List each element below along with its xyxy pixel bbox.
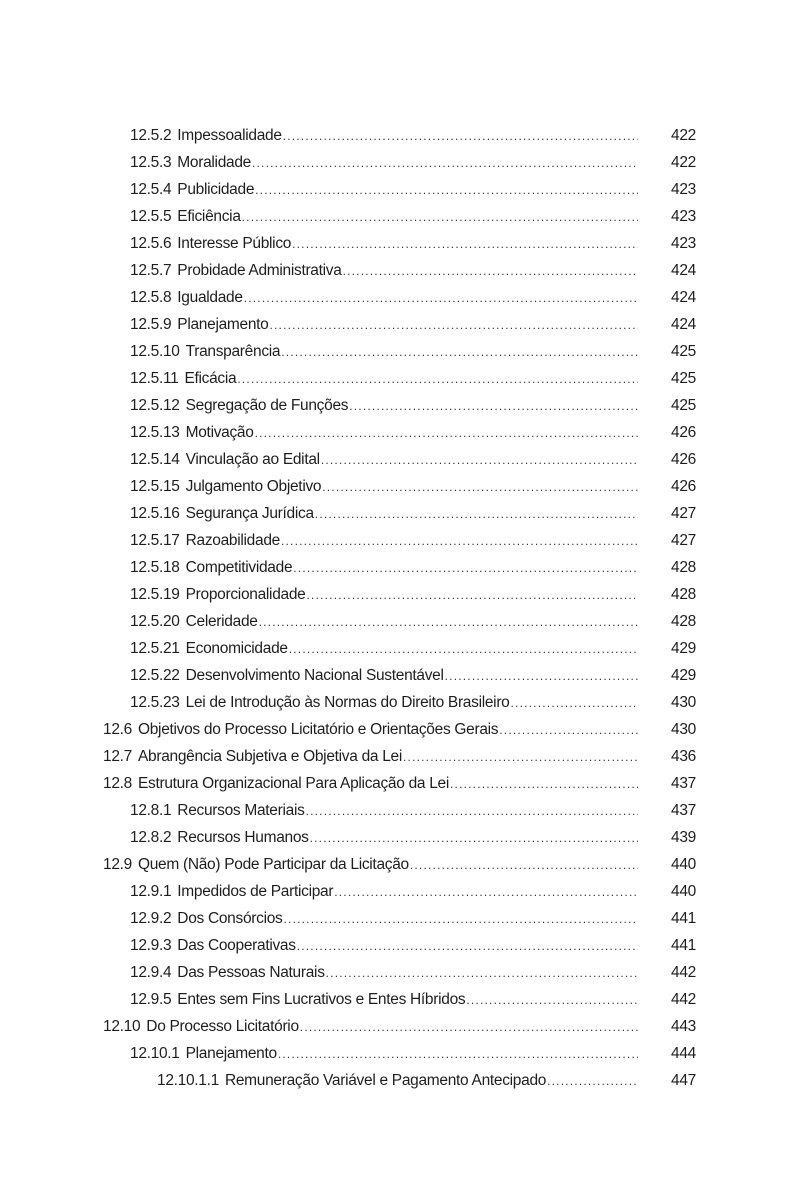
toc-entry-main — [130, 478, 638, 496]
toc-entry-main — [130, 181, 638, 199]
toc-section-number: 12.6 — [103, 720, 132, 738]
toc-section-title: Lei de Introdução às Normas do Direito Brasileiro — [185, 693, 510, 711]
toc-section-title: Segurança Jurídica — [185, 504, 314, 522]
toc-entry[interactable] — [0, 932, 800, 959]
toc-entry[interactable] — [0, 1040, 800, 1067]
toc-entry[interactable] — [0, 311, 800, 338]
toc-page-number: 439 — [671, 828, 696, 846]
table-of-contents — [0, 122, 800, 1094]
dot-leader — [281, 345, 638, 359]
dot-leader — [259, 615, 638, 629]
toc-section-number: 12.5.20 — [130, 612, 180, 630]
toc-entry-main — [130, 667, 638, 685]
toc-section-title: Remuneração Variável e Pagamento Antecipado — [224, 1071, 547, 1089]
dot-leader — [466, 993, 638, 1007]
toc-section-title: Vinculação ao Edital — [185, 450, 320, 468]
toc-entry[interactable] — [0, 743, 800, 770]
toc-page-number: 423 — [671, 207, 696, 225]
dot-leader — [321, 453, 638, 467]
toc-entry[interactable] — [0, 689, 800, 716]
toc-page-number: 425 — [671, 369, 696, 387]
toc-entry-main — [130, 910, 638, 928]
toc-entry[interactable] — [0, 230, 800, 257]
dot-leader — [244, 291, 638, 305]
toc-entry[interactable] — [0, 716, 800, 743]
toc-page-number: 427 — [671, 504, 696, 522]
dot-leader — [284, 912, 639, 926]
dot-leader — [410, 858, 638, 872]
toc-page-number: 426 — [671, 450, 696, 468]
toc-entry-main — [130, 208, 638, 226]
toc-section-number: 12.5.23 — [130, 693, 180, 711]
toc-page-number: 427 — [671, 531, 696, 549]
toc-page-number: 442 — [671, 963, 696, 981]
toc-page-number: 441 — [671, 909, 696, 927]
toc-section-number: 12.5.15 — [130, 477, 180, 495]
toc-section-title: Celeridade — [185, 612, 258, 630]
dot-leader — [292, 237, 638, 251]
toc-entry[interactable] — [0, 1067, 800, 1094]
toc-entry[interactable] — [0, 203, 800, 230]
toc-entry-main — [103, 775, 638, 793]
toc-entry-main — [130, 559, 638, 577]
dot-leader — [255, 183, 638, 197]
toc-entry-main — [103, 721, 638, 739]
toc-section-number: 12.5.19 — [130, 585, 180, 603]
toc-section-number: 12.5.17 — [130, 531, 180, 549]
toc-section-title: Estrutura Organizacional Para Aplicação da Lei — [137, 774, 449, 792]
toc-section-number: 12.5.8 — [130, 288, 172, 306]
toc-section-title: Recursos Humanos — [177, 828, 309, 846]
toc-entry[interactable] — [0, 851, 800, 878]
dot-leader — [315, 507, 638, 521]
toc-section-number: 12.10.1.1 — [157, 1071, 219, 1089]
dot-leader — [445, 669, 638, 683]
toc-entry-main — [130, 235, 638, 253]
toc-entry[interactable] — [0, 797, 800, 824]
toc-section-number: 12.5.11 — [130, 369, 179, 387]
toc-section-number: 12.9.4 — [130, 963, 172, 981]
toc-section-number: 12.7 — [103, 747, 132, 765]
toc-entry[interactable] — [0, 419, 800, 446]
toc-section-number: 12.8 — [103, 774, 132, 792]
toc-section-title: Eficácia — [184, 369, 237, 387]
toc-page-number: 440 — [671, 882, 696, 900]
toc-entry[interactable] — [0, 635, 800, 662]
toc-section-title: Abrangência Subjetiva e Objetiva da Lei — [137, 747, 403, 765]
toc-section-title: Objetivos do Processo Licitatório e Orientações Gerais — [137, 720, 499, 738]
dot-leader — [349, 399, 638, 413]
toc-entry-main — [157, 1072, 638, 1090]
toc-page-number: 423 — [671, 180, 696, 198]
toc-entry[interactable] — [0, 608, 800, 635]
toc-entry-main — [103, 748, 638, 766]
toc-page-number: 447 — [671, 1071, 696, 1089]
toc-page-number: 428 — [671, 612, 696, 630]
toc-section-title: Quem (Não) Pode Participar da Licitação — [137, 855, 409, 873]
toc-entry-main — [130, 802, 638, 820]
toc-entry[interactable] — [0, 257, 800, 284]
dot-leader — [252, 156, 638, 170]
toc-section-title: Desenvolvimento Nacional Sustentável — [185, 666, 444, 684]
toc-page-number: 425 — [671, 396, 696, 414]
toc-section-title: Probidade Administrativa — [177, 261, 342, 279]
toc-section-number: 12.5.12 — [130, 396, 180, 414]
dot-leader — [403, 750, 638, 764]
toc-section-number: 12.8.2 — [130, 828, 172, 846]
toc-section-title: Recursos Materiais — [177, 801, 305, 819]
toc-entry-main — [130, 532, 638, 550]
toc-entry[interactable] — [0, 284, 800, 311]
toc-section-number: 12.9 — [103, 855, 132, 873]
toc-page-number: 423 — [671, 234, 696, 252]
toc-section-number: 12.9.1 — [130, 882, 172, 900]
toc-page-number: 443 — [671, 1017, 696, 1035]
toc-section-number: 12.9.5 — [130, 990, 172, 1008]
dot-leader — [269, 318, 638, 332]
toc-entry-main — [130, 694, 638, 712]
toc-entry-main — [130, 370, 638, 388]
toc-entry-main — [130, 127, 638, 145]
toc-section-title: Entes sem Fins Lucrativos e Entes Híbridos — [177, 990, 466, 1008]
toc-page-number: 428 — [671, 585, 696, 603]
toc-entry-main — [130, 505, 638, 523]
dot-leader — [310, 831, 638, 845]
toc-entry-main — [130, 397, 638, 415]
dot-leader — [300, 1020, 638, 1034]
dot-leader — [343, 264, 638, 278]
toc-entry[interactable] — [0, 662, 800, 689]
toc-section-title: Das Cooperativas — [177, 936, 296, 954]
toc-entry-main — [130, 964, 638, 982]
toc-entry[interactable] — [0, 878, 800, 905]
toc-section-number: 12.5.16 — [130, 504, 180, 522]
toc-page-number: 424 — [671, 315, 696, 333]
toc-page-number: 429 — [671, 666, 696, 684]
toc-entry[interactable] — [0, 770, 800, 797]
toc-entry[interactable] — [0, 392, 800, 419]
toc-page-number: 430 — [671, 720, 696, 738]
toc-entry-main — [130, 640, 638, 658]
toc-section-title: Impedidos de Participar — [177, 882, 334, 900]
toc-page-number: 424 — [671, 261, 696, 279]
toc-entry[interactable] — [0, 581, 800, 608]
toc-entry[interactable] — [0, 554, 800, 581]
toc-page-number: 430 — [671, 693, 696, 711]
toc-section-number: 12.9.2 — [130, 909, 172, 927]
toc-entry[interactable] — [0, 527, 800, 554]
toc-entry-main — [130, 343, 638, 361]
toc-page-number: 422 — [671, 126, 696, 144]
toc-section-title: Competitividade — [185, 558, 293, 576]
toc-section-number: 12.8.1 — [130, 801, 172, 819]
toc-page-number: 429 — [671, 639, 696, 657]
toc-entry-main — [130, 991, 638, 1009]
dot-leader — [242, 210, 638, 224]
toc-entry[interactable] — [0, 446, 800, 473]
toc-section-number: 12.5.18 — [130, 558, 180, 576]
toc-section-number: 12.5.5 — [130, 207, 172, 225]
dot-leader — [255, 426, 638, 440]
toc-page-number: 424 — [671, 288, 696, 306]
toc-section-number: 12.5.9 — [130, 315, 172, 333]
toc-section-number: 12.5.4 — [130, 180, 172, 198]
toc-entry[interactable] — [0, 338, 800, 365]
toc-section-title: Motivação — [185, 423, 254, 441]
toc-section-number: 12.10 — [103, 1017, 141, 1035]
toc-section-title: Igualdade — [177, 288, 243, 306]
toc-section-number: 12.5.21 — [130, 639, 180, 657]
dot-leader — [237, 372, 638, 386]
dot-leader — [306, 588, 638, 602]
dot-leader — [278, 1047, 638, 1061]
toc-entry[interactable] — [0, 500, 800, 527]
toc-section-title: Eficiência — [177, 207, 241, 225]
toc-entry-main — [130, 451, 638, 469]
toc-page-number: 437 — [671, 801, 696, 819]
toc-entry-main — [130, 262, 638, 280]
toc-section-title: Economicidade — [185, 639, 288, 657]
dot-leader — [450, 777, 638, 791]
dot-leader — [322, 480, 638, 494]
toc-section-title: Planejamento — [185, 1044, 277, 1062]
toc-section-title: Publicidade — [177, 180, 255, 198]
toc-entry-main — [130, 613, 638, 631]
toc-entry-main — [130, 424, 638, 442]
toc-page-number: 428 — [671, 558, 696, 576]
toc-page-number: 444 — [671, 1044, 696, 1062]
toc-section-number: 12.5.3 — [130, 153, 172, 171]
toc-section-number: 12.5.6 — [130, 234, 172, 252]
toc-section-title: Segregação de Funções — [185, 396, 349, 414]
toc-page-number: 426 — [671, 477, 696, 495]
toc-entry-main — [130, 883, 638, 901]
toc-section-title: Interesse Público — [177, 234, 292, 252]
toc-page-number: 425 — [671, 342, 696, 360]
toc-section-title: Moralidade — [177, 153, 251, 171]
toc-section-title: Impessoalidade — [177, 126, 282, 144]
toc-section-title: Razoabilidade — [185, 531, 280, 549]
dot-leader — [306, 804, 638, 818]
dot-leader — [293, 561, 638, 575]
toc-entry[interactable] — [0, 365, 800, 392]
toc-section-number: 12.5.10 — [130, 342, 180, 360]
toc-section-title: Das Pessoas Naturais — [177, 963, 325, 981]
toc-page-number: 442 — [671, 990, 696, 1008]
dot-leader — [281, 534, 638, 548]
dot-leader — [547, 1074, 638, 1088]
toc-entry[interactable] — [0, 122, 800, 149]
toc-page-number: 426 — [671, 423, 696, 441]
toc-section-title: Proporcionalidade — [185, 585, 306, 603]
toc-entry[interactable] — [0, 905, 800, 932]
dot-leader — [499, 723, 638, 737]
toc-page-number: 422 — [671, 153, 696, 171]
toc-entry[interactable] — [0, 149, 800, 176]
toc-page-number: 440 — [671, 855, 696, 873]
toc-entry-main — [130, 289, 638, 307]
toc-section-title: Dos Consórcios — [177, 909, 283, 927]
dot-leader — [283, 129, 638, 143]
toc-entry-main — [130, 316, 638, 334]
toc-entry[interactable] — [0, 824, 800, 851]
toc-section-number: 12.9.3 — [130, 936, 172, 954]
dot-leader — [289, 642, 638, 656]
dot-leader — [334, 885, 638, 899]
toc-entry[interactable] — [0, 473, 800, 500]
toc-entry[interactable] — [0, 986, 800, 1013]
toc-section-title: Do Processo Licitatório — [146, 1017, 299, 1035]
toc-page-number: 437 — [671, 774, 696, 792]
dot-leader — [326, 966, 638, 980]
toc-section-title: Planejamento — [177, 315, 269, 333]
toc-entry-main — [130, 829, 638, 847]
toc-section-title: Transparência — [185, 342, 281, 360]
toc-entry-main — [103, 1018, 638, 1036]
toc-entry[interactable] — [0, 176, 800, 203]
toc-section-number: 12.5.14 — [130, 450, 180, 468]
toc-page-number: 436 — [671, 747, 696, 765]
toc-entry[interactable] — [0, 959, 800, 986]
toc-section-number: 12.10.1 — [130, 1044, 180, 1062]
toc-entry-main — [103, 856, 638, 874]
toc-section-number: 12.5.7 — [130, 261, 172, 279]
toc-section-number: 12.5.22 — [130, 666, 180, 684]
dot-leader — [297, 939, 638, 953]
toc-entry-main — [130, 937, 638, 955]
toc-page-number: 441 — [671, 936, 696, 954]
toc-entry-main — [130, 1045, 638, 1063]
toc-section-number: 12.5.13 — [130, 423, 180, 441]
dot-leader — [511, 696, 638, 710]
toc-entry[interactable] — [0, 1013, 800, 1040]
toc-entry-main — [130, 586, 638, 604]
toc-section-number: 12.5.2 — [130, 126, 172, 144]
toc-section-title: Julgamento Objetivo — [185, 477, 322, 495]
toc-entry-main — [130, 154, 638, 172]
